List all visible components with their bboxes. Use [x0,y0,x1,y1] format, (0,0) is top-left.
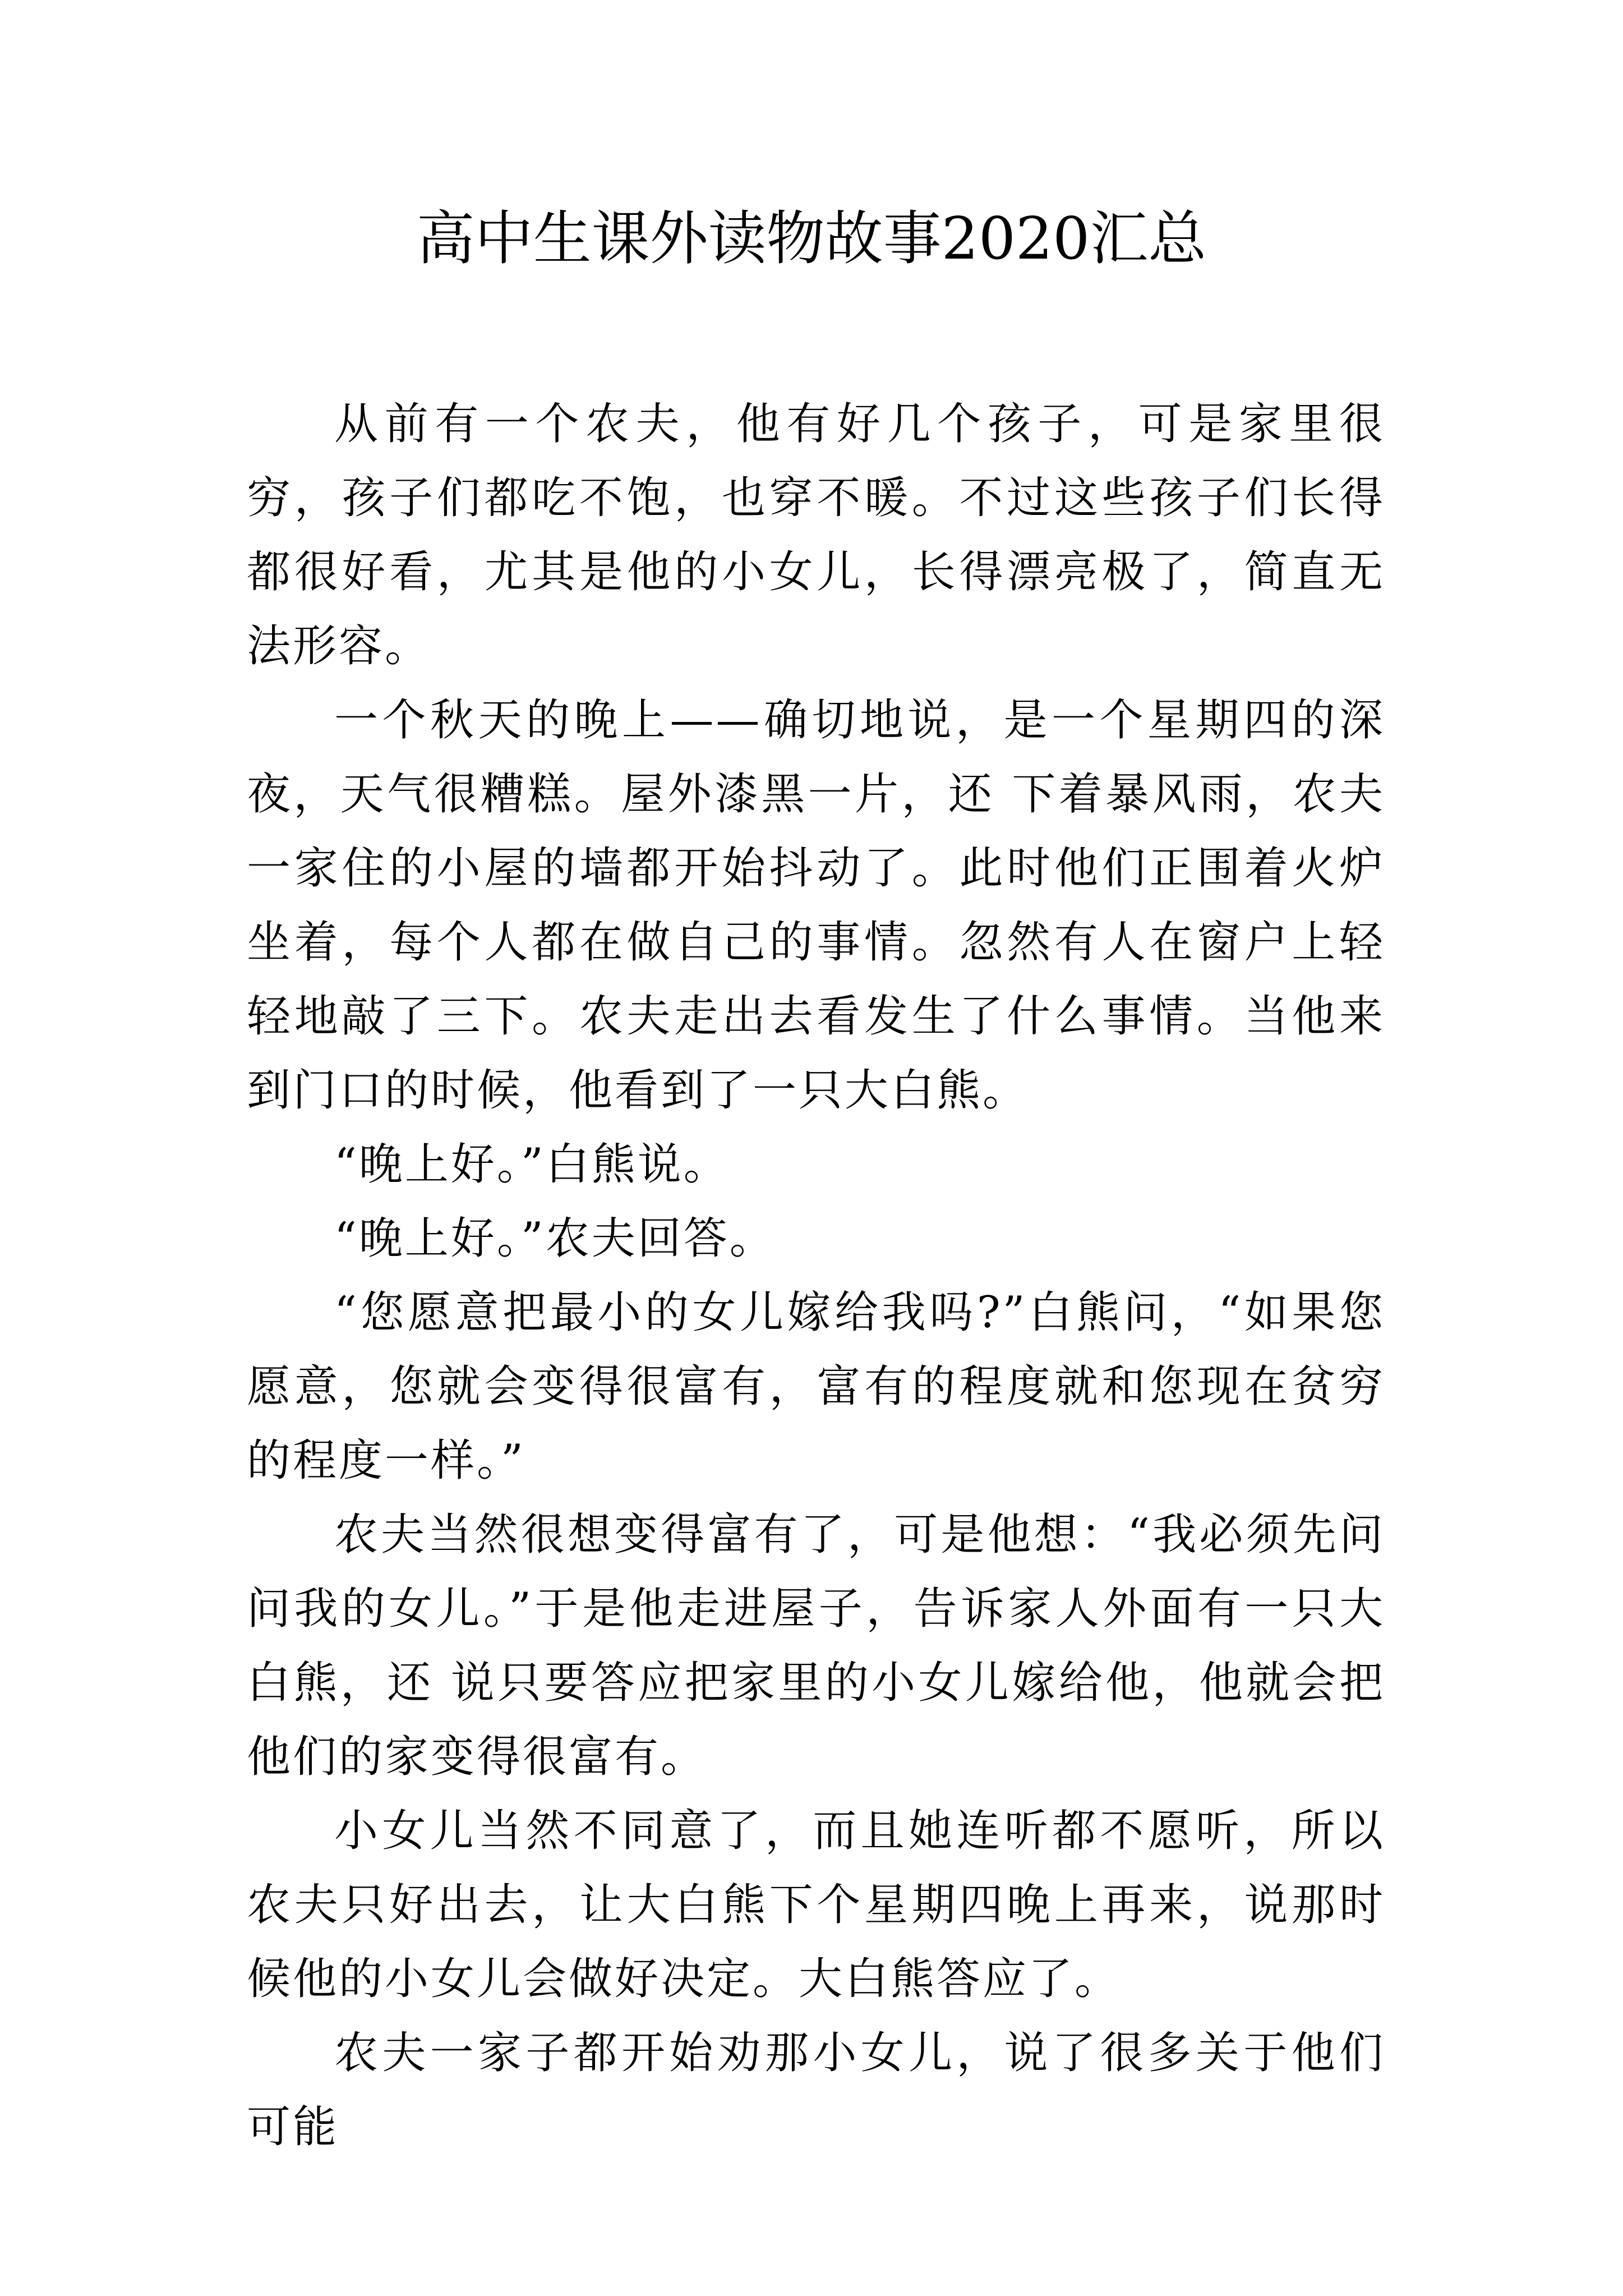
paragraph: 从前有一个农夫，他有好几个孩子，可是家里很穷，孩子们都吃不饱，也穿不暖。不过这些孩子们长得都很好看，尤其是他的小女儿，长得漂亮极了，简直无法形容。 [247,399,1385,671]
paragraph: “晚上好。”农夫回答。 [334,1213,776,1264]
paragraph: 农夫一家子都开始劝那小女儿，说了很多关于他们可能 [247,2028,1385,2152]
document-body [247,387,1385,2164]
paragraph: “晚上好。”白熊说。 [334,1139,730,1190]
paragraph: “您愿意把最小的女儿嫁给我吗?”白熊问，“如果您愿意，您就会变得很富有，富有的程度就和您现在贫穷的程度一样。” [247,1287,1385,1486]
paragraph: 农夫当然很想变得富有了，可是他想：“我必须先问问我的女儿。”于是他走进屋子，告诉家人外面有一只大白熊，还 说只要答应把家里的小女儿嫁给他，他就会把他们的家变得很富有。 [247,1510,1385,1782]
paragraph: 一个秋天的晚上——确切地说，是一个星期四的深夜，天气很糟糕。屋外漆黑一片，还 下着暴风雨，农夫一家住的小屋的墙都开始抖动了。此时他们正围着火炉坐着，每个人都在做自己的事情。忽然有人在窗户上轻轻地敲了三下。农夫走出去看发生了什么事情。当他来到门口的时候，他看到了一只大白熊。 [247,695,1385,1116]
document-title: 高中生课外读物故事2020汇总 [416,204,1207,273]
paragraph: 小女儿当然不同意了，而且她连听都不愿听，所以农夫只好出去，让大白熊下个星期四晚上再来，说那时候他的小女儿会做好决定。大白熊答应了。 [247,1806,1385,2004]
